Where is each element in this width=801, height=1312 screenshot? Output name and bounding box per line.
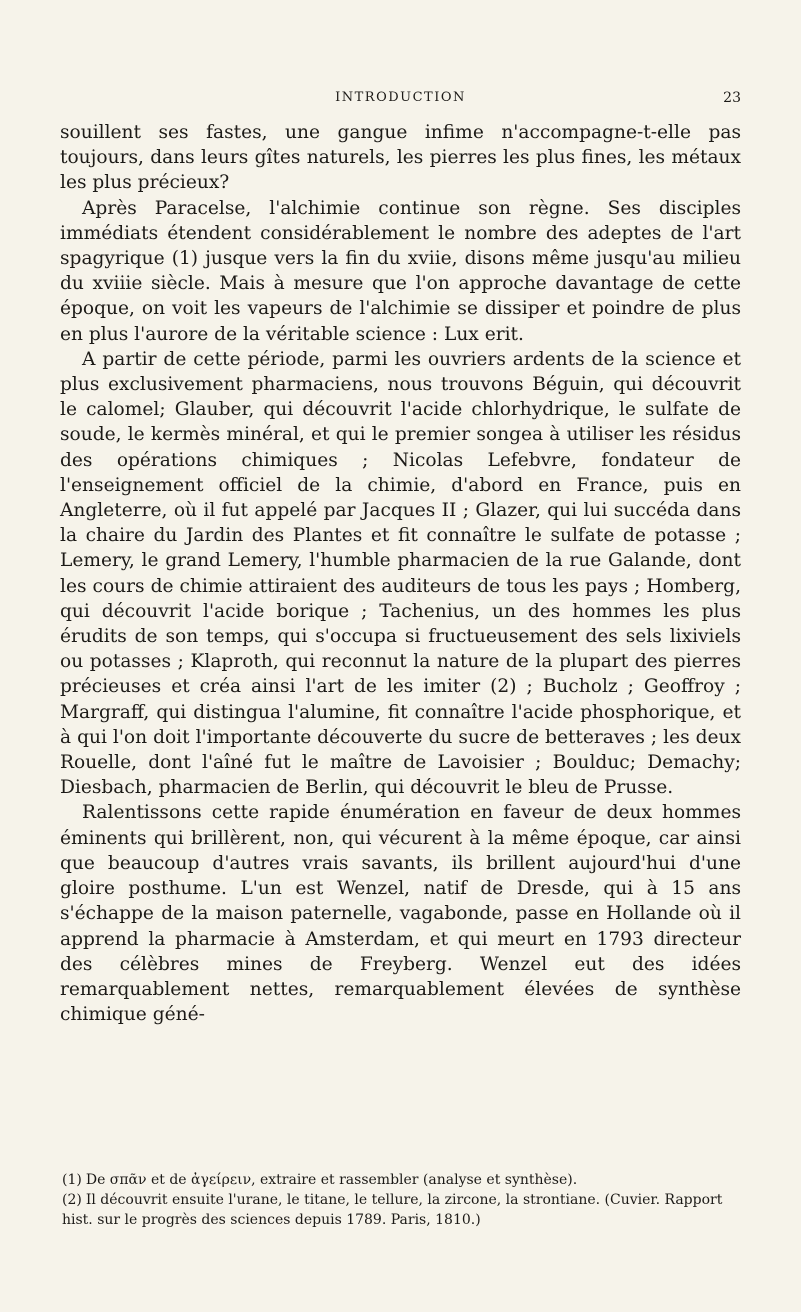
footnote xyxy=(62,1190,740,1230)
paragraph: Ralentissons cette rapide énumération en faveur de deux hommes éminents qui brillèrent, non, qui vécurent à la même époque, car ainsi que beaucoup d'autres vrais savants, ils brillent aujourd'hui d'une gloire posthume. L'un est Wenzel, natif de Dresde, qui à 15 ans s'échappe de la maison paternelle, vagabonde, passe en Hollande où il apprend la pharmacie à Amsterdam, et qui meurt en 1793 directeur des célèbres mines de Freyberg. Wenzel eut des idées remarquablement nettes, remarquablement élevées de synthèse chimique géné- xyxy=(60,802,741,1026)
paragraph: Après Paracelse, l'alchimie continue son règne. Ses disciples immédiats étendent considérablement le nombre des adeptes de l'art spagyrique (1) jusque vers la fin du xviie, disons même jusqu'au milieu du xviiie siècle. Mais à mesure que l'on approche davantage de cette époque, on voit les vapeurs de l'alchimie se dissiper et poindre de plus en plus l'aurore de la véritable science : Lux erit. xyxy=(60,197,741,345)
paragraph: A partir de cette période, parmi les ouvriers ardents de la science et plus exclusivement pharmaciens, nous trouvons Béguin, qui découvrit le calomel; Glauber, qui découvrit l'acide chlorhydrique, le sulfate de soude, le kermès minéral, et qui le premier songea à utiliser les résidus des opérations chimiques ; Nicolas Lefebvre, fondateur de l'enseignement officiel de la chimie, d'abord en France, puis en Angleterre, où il fut appelé par Jacques II ; Glazer, qui lui succéda dans la chaire du Jardin des Plantes et fit connaître le sulfate de potasse ; Lemery, le grand Lemery, l'humble pharmacien de la rue Galande, dont les cours de chimie attiraient des auditeurs de tous les pays ; Homberg, qui découvrit l'acide borique ; Tachenius, un des hommes les plus érudits de son temps, qui s'occupa si fructueusement des sels lixiviels ou potasses ; Klaproth, qui reconnut la nature de la plupart des pierres précieuses et créa ainsi l'art de les imiter (2) ; Bucholz ; Geoffroy ; Margraff, qui distingua l'alumine, fit connaître l'acide phosphorique, et à qui l'on doit l'importante découverte du sucre de betteraves ; les deux Rouelle, dont l'aîné fut le maître de Lavoisier ; Boulduc; Demachy; Diesbach, pharmacien de Berlin, qui découvrit le bleu de Prusse. xyxy=(60,348,741,799)
footnote-mark: (2) xyxy=(62,1192,82,1208)
footnote xyxy=(62,1170,740,1190)
page-header xyxy=(60,90,741,112)
body-text xyxy=(60,120,741,1027)
footnote-text: De σπᾶν et de ἀγείρειν, extraire et rassembler (analyse et synthèse). xyxy=(85,1172,578,1188)
footnotes xyxy=(62,1170,740,1230)
footnote-mark: (1) xyxy=(62,1172,82,1188)
footnote-text: Il découvrit ensuite l'urane, le titane, le tellure, la zircone, la strontiane. (Cuvier. Rapport hist. sur le progrès des sciences depuis 1789. Paris, 1810.) xyxy=(62,1192,723,1228)
page-number: 23 xyxy=(723,90,741,106)
running-title: INTRODUCTION xyxy=(335,90,466,105)
paragraph: souillent ses fastes, une gangue infime n'accompagne-t-elle pas toujours, dans leurs gîtes naturels, les pierres les plus fines, les métaux les plus précieux? xyxy=(60,122,741,194)
